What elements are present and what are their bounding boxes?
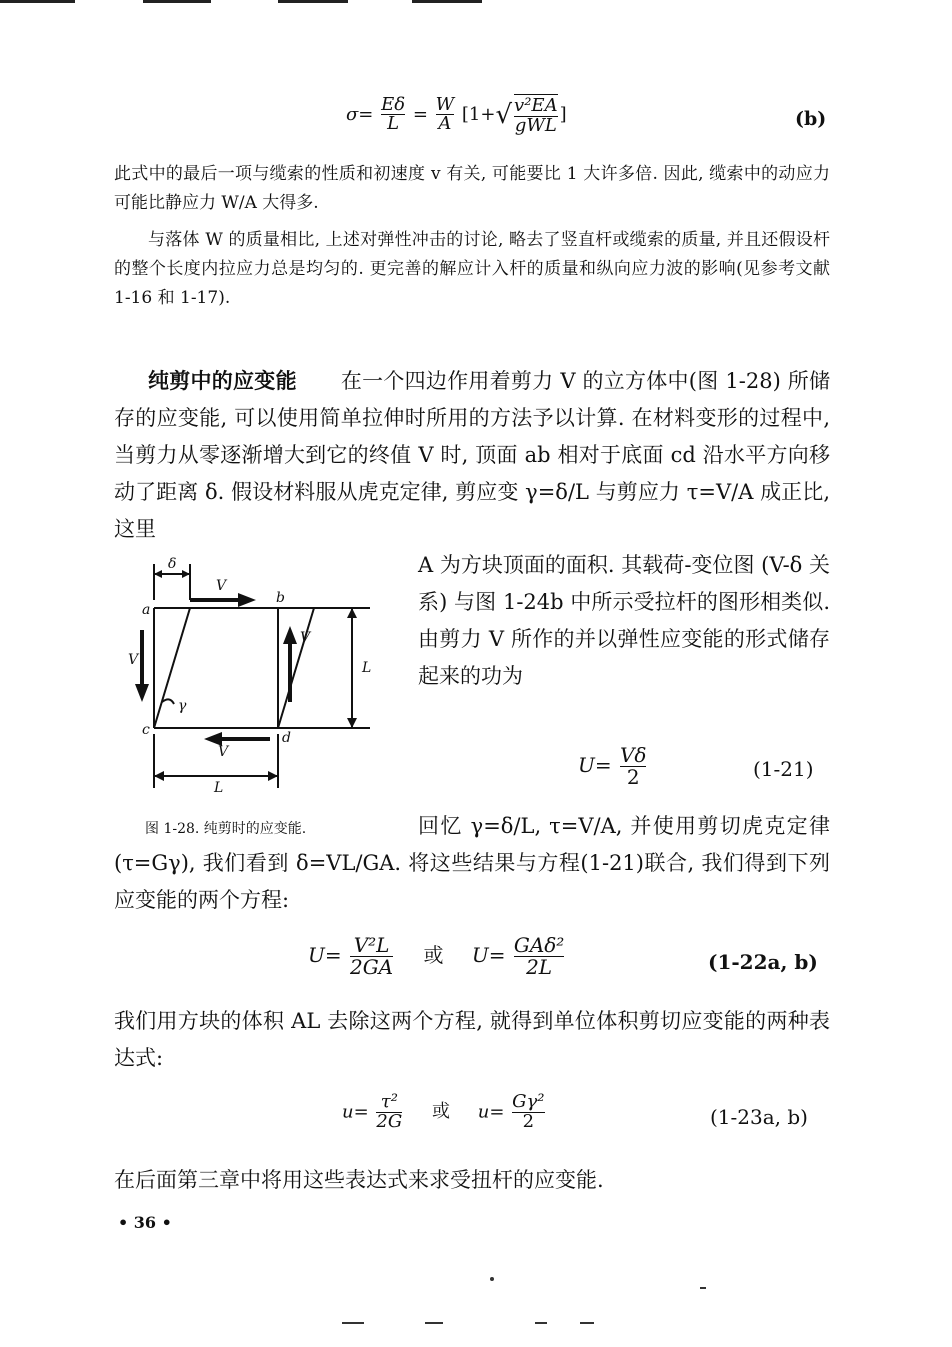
equation-b-label: (b) (795, 108, 827, 130)
scan-speck (342, 1322, 364, 1324)
equation-1-22: U= $\frac{\text{V²L}}{2GA}$ 或 U= $\frac{\text{GAδ²}}{2L}$ (308, 933, 565, 979)
page-number: • 36 • (118, 1213, 172, 1232)
figure-pure-shear (130, 552, 390, 802)
paragraph-impact-note: 此式中的最后一项与缆索的性质和初速度 v 有关, 可能要比 1 大许多倍. 因此, 缆索中的动应力可能比静应力 W/A 大得多. (114, 164, 830, 213)
label-v-left: V (128, 652, 139, 668)
scan-speck (700, 1287, 706, 1289)
label-v-bottom: V (218, 744, 229, 760)
equation-b-fraction-1: $\frac{E\delta}{L}$ (381, 93, 406, 135)
equation-1-21-label: (1-21) (753, 757, 814, 781)
label-v-right: V (300, 630, 311, 646)
top-border-mark (143, 0, 211, 3)
top-border-mark (412, 0, 482, 3)
top-border-mark (278, 0, 348, 3)
arrowhead (154, 771, 164, 781)
label-v-top: V (216, 578, 227, 594)
label-delta: δ (168, 556, 177, 572)
scan-speck (580, 1322, 594, 1324)
paragraph-volume: 我们用方块的体积 AL 去除这两个方程, 就得到单位体积剪切应变能的两种表达式: (114, 1009, 830, 1070)
section-heading: 纯剪中的应变能 (148, 368, 297, 393)
paragraph-recall: 回忆 γ=δ/L, τ=V/A, 并使用剪切虎克定律(τ=Gγ), 我们看到 δ=VL/GA. 将这些结果与方程(1-21)联合, 我们得到下列应变能的两个方程: (114, 814, 830, 912)
scan-speck (490, 1277, 494, 1281)
deformed-right-edge (278, 608, 314, 728)
scan-speck (425, 1322, 443, 1324)
arrowhead (268, 771, 278, 781)
gamma-arc (162, 699, 174, 704)
label-c: c (142, 722, 150, 738)
arrowhead (154, 570, 162, 578)
arrowhead (182, 570, 190, 578)
label-b: b (276, 590, 285, 606)
top-border-mark (0, 0, 75, 3)
equation-1-22-label: (1-22a, b) (708, 950, 818, 974)
shear-arrow-bottom (204, 732, 270, 746)
equation-b-sqrt-fraction: $\frac{\text{v²EA}}{\text{gWL}}$ (514, 95, 558, 136)
equation-b-fraction-2: $\frac{W}{A}$ (435, 93, 455, 135)
section-pure-shear (114, 362, 830, 548)
label-l-right: L (362, 660, 372, 676)
equation-1-23-label: (1-23a, b) (710, 1105, 808, 1129)
equation-b-lhs: σ= (346, 103, 374, 125)
label-l-bottom: L (214, 780, 224, 796)
arrowhead (347, 718, 357, 728)
arrowhead (347, 608, 357, 618)
sqrt-symbol: √ (495, 99, 513, 130)
label-a: a (142, 602, 151, 618)
equation-1-21: U= $\frac{V\delta}{2}$ (578, 743, 647, 789)
equation-1-23: u= $\frac{\text{τ²}}{2G}$ 或 u= $\frac{\text{Gγ²}}{2}$ (342, 1091, 545, 1132)
paragraph-last: 在后面第三章中将用这些表达式来求受扭杆的应变能. (114, 1168, 604, 1192)
scan-speck (535, 1322, 547, 1324)
paragraph-mass-note: 与落体 W 的质量相比, 上述对弹性冲击的讨论, 略去了竖直杆或缆索的质量, 并且还假设杆的整个长度内拉应力总是均匀的. 更完善的解应计入杆的质量和纵向应力波的影响(见参考文献 1-16 和 1-17). (114, 230, 830, 308)
section-text: 在一个四边作用着剪力 V 的立方体中(图 1-28) 所储存的应变能, 可以使用简单拉伸时所用的方法予以计算. 在材料变形的过程中, 当剪力从零逐渐增大到它的终值 V 时, 顶面 ab 相对于底面 cd 沿水平方向移动了距离 δ. 假设材料服从虎克定律, 剪应变 γ=δ/L 与剪应力 τ=V/A 成正比, 这里 (114, 369, 830, 541)
label-gamma: γ (178, 698, 187, 714)
shear-arrow-top (190, 593, 256, 607)
equation-b: σ= $\frac{E\delta}{L}$ = $\frac{W}{A}$ [1+√ $\frac{\text{v²EA}}{\text{gWL}}$ ] (346, 93, 567, 136)
label-d: d (282, 730, 291, 746)
figure-caption: 图 1-28. 纯剪时的应变能. (145, 821, 307, 837)
paragraph-side-text: A 为方块顶面的面积. 其载荷-变位图 (V-δ 关系) 与图 1-24b 中所示受拉杆的图形相类似. 由剪力 V 所作的并以弹性应变能的形式储存起来的功为 (418, 553, 830, 688)
shear-arrow-right (283, 626, 297, 702)
